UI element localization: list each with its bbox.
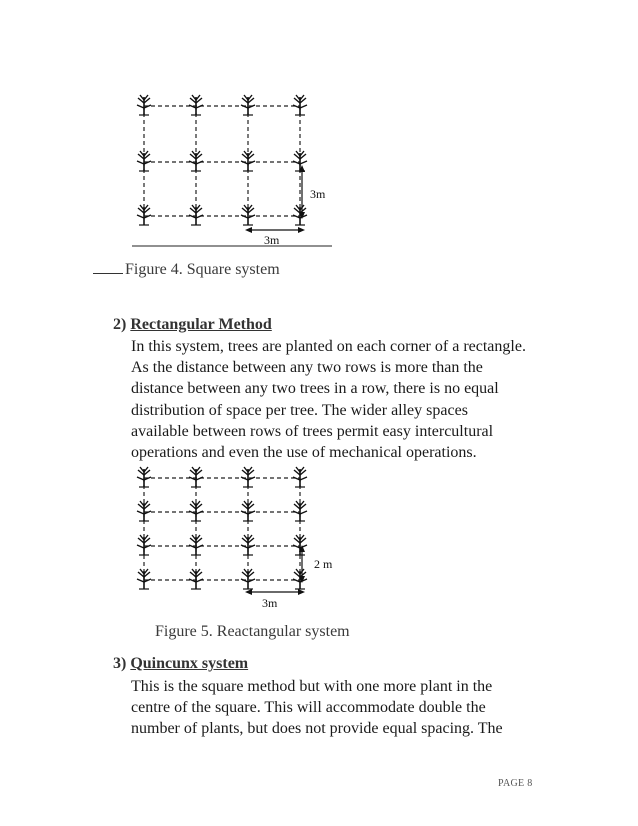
horizontal-dimension-arrow	[245, 589, 305, 595]
section-3-heading	[113, 655, 248, 673]
section-2-title: Rectangular Method	[130, 316, 272, 333]
tree-icon	[241, 151, 255, 171]
tree-icon	[189, 95, 203, 115]
tree-icon	[137, 501, 151, 521]
tree-icon	[137, 205, 151, 225]
paragraph-line: operations and even the use of mechanical operations.	[131, 444, 477, 462]
tree-icon	[293, 569, 307, 589]
tree-icon	[137, 535, 151, 555]
tree-icons	[137, 95, 307, 225]
horizontal-dimension-label: 3m	[262, 596, 278, 610]
section-2-paragraph	[131, 336, 526, 463]
tree-icon	[189, 569, 203, 589]
tree-icon	[293, 501, 307, 521]
tree-icon	[241, 501, 255, 521]
section-3-title: Quincunx system	[130, 655, 249, 672]
tree-icon	[137, 569, 151, 589]
figure-4-caption	[93, 261, 280, 279]
paragraph-line: distance between any two trees in a row, there is no equal	[131, 380, 499, 398]
tree-icon	[189, 467, 203, 487]
tree-icon	[241, 205, 255, 225]
paragraph-line: In this system, trees are planted on each corner of a rectangle.	[131, 338, 526, 355]
vertical-dimension-label: 2 m	[314, 557, 333, 571]
tree-icon	[241, 467, 255, 487]
tree-icon	[241, 569, 255, 589]
tree-icon	[189, 501, 203, 521]
tree-icon	[189, 205, 203, 225]
figure-4-square-system-diagram	[120, 88, 345, 250]
paragraph-line: available between rows of trees permit easy intercultural	[131, 422, 494, 440]
tree-icon	[293, 205, 307, 225]
page-number: PAGE 8	[498, 778, 533, 789]
tree-icon	[189, 151, 203, 171]
figure-5-rectangular-system-diagram	[120, 462, 350, 614]
tree-icons	[137, 467, 307, 589]
vertical-dimension-label: 3m	[310, 187, 326, 201]
square-grid-lines	[144, 106, 300, 216]
section-3-number: 3)	[113, 655, 127, 672]
section-3-paragraph	[131, 676, 503, 740]
tree-icon	[293, 467, 307, 487]
tree-icon	[137, 151, 151, 171]
figure-5-caption: Figure 5. Reactangular system	[155, 623, 350, 640]
tree-icon	[241, 95, 255, 115]
figure-4-caption-text: Figure 4. Square system	[125, 261, 280, 278]
section-2-number: 2)	[113, 316, 127, 333]
paragraph-line: As the distance between any two rows is more than the	[131, 359, 483, 377]
caption-underline-blank	[93, 273, 123, 274]
section-2-heading	[113, 316, 272, 334]
paragraph-line: number of plants, but does not provide equal spacing. The	[131, 720, 503, 738]
horizontal-dimension-label: 3m	[264, 233, 280, 247]
tree-icon	[189, 535, 203, 555]
tree-icon	[241, 535, 255, 555]
tree-icon	[137, 95, 151, 115]
rectangular-grid-lines	[144, 478, 300, 580]
tree-icon	[137, 467, 151, 487]
paragraph-line: This is the square method but with one more plant in the	[131, 678, 493, 695]
tree-icon	[293, 151, 307, 171]
paragraph-line: distribution of space per tree. The wider alley spaces	[131, 401, 468, 419]
tree-icon	[293, 95, 307, 115]
paragraph-line: centre of the square. This will accommodate double the	[131, 699, 486, 717]
